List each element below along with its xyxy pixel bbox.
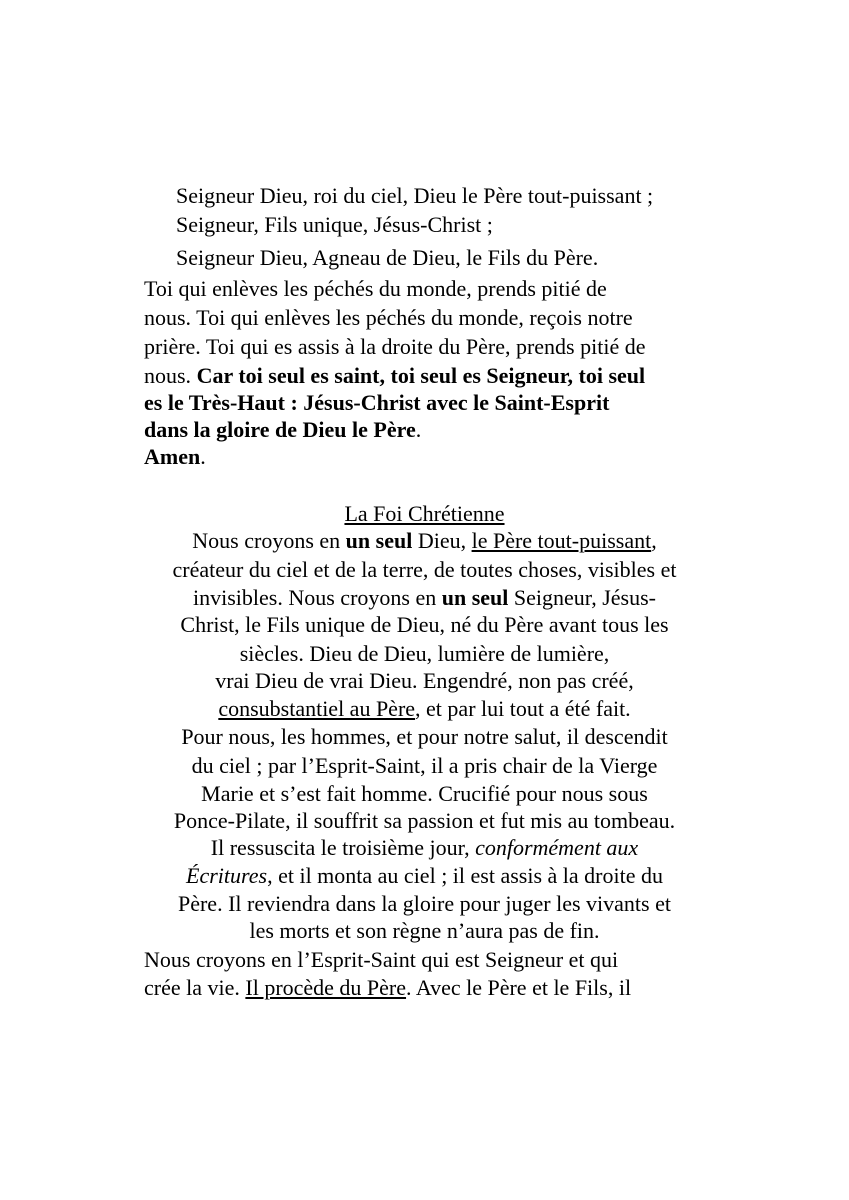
credo-line-3-c: Seigneur, Jésus- (508, 585, 656, 610)
invocation-line-3: Seigneur Dieu, Agneau de Dieu, le Fils du Père. (176, 245, 599, 270)
credo-line-7-b: , et par lui tout a été fait. (415, 696, 631, 721)
credo-line-1-bold: un seul (345, 528, 413, 553)
credo-line-3 (0, 584, 849, 612)
credo-line-2: créateur du ciel et de la terre, de toutes choses, visibles et (172, 557, 677, 582)
gloria-line-4 (144, 362, 645, 390)
credo-line-14: Père. Il reviendra dans la gloire pour juger les vivants et (177, 891, 671, 916)
credo-line-5: siècles. Dieu de Dieu, lumière de lumière, (239, 641, 610, 666)
credo-line-12-italic: conformément aux (475, 835, 639, 860)
gloria-line-3: prière. Toi qui es assis à la droite du Père, prends pitié de (144, 334, 646, 359)
credo-title-text: La Foi Chrétienne (344, 501, 505, 526)
gloria-line-4-plain: nous. (144, 363, 197, 388)
credo-line-10: Marie et s’est fait homme. Crucifié pour nous sous (201, 781, 648, 806)
gloria-line-5 (144, 389, 609, 417)
credo-line-7 (0, 695, 849, 723)
amen-bold: Amen (144, 444, 201, 469)
invocation-line-2: Seigneur, Fils unique, Jésus-Christ ; (176, 212, 493, 237)
credo-line-3-bold: un seul (441, 585, 509, 610)
credo-line-12-a: Il ressuscita le troisième jour, (210, 835, 476, 860)
credo-line-13 (0, 862, 849, 890)
gloria-line-5-bold: es le Très-Haut : Jésus-Christ avec le Saint-Esprit (144, 390, 610, 415)
credo-line-11: Ponce-Pilate, il souffrit sa passion et fut mis au tombeau. (173, 808, 676, 833)
gloria-line-6-bold: dans la gloire de Dieu le Père (144, 417, 416, 442)
gloria-line-6 (144, 416, 421, 444)
credo-line-1 (0, 527, 849, 555)
credo-line-16: Nous croyons en l’Esprit-Saint qui est Seigneur et qui (144, 947, 619, 972)
credo-line-1-c: Dieu, (412, 528, 472, 553)
credo-line-17-underlined: Il procède du Père (245, 975, 407, 1000)
invocation-line-1: Seigneur Dieu, roi du ciel, Dieu le Père tout-puissant ; (176, 183, 654, 208)
credo-line-7-underlined: consubstantiel au Père (218, 696, 416, 721)
credo-line-17 (144, 974, 631, 1002)
credo-title (0, 500, 849, 528)
credo-line-9: du ciel ; par l’Esprit-Saint, il a pris chair de la Vierge (191, 753, 658, 778)
amen-end: . (200, 444, 206, 469)
credo-line-8: Pour nous, les hommes, et pour notre salut, il descendit (181, 724, 668, 749)
gloria-line-4-bold: Car toi seul es saint, toi seul es Seigneur, toi seul (196, 363, 646, 388)
credo-line-15: les morts et son règne n’aura pas de fin. (249, 918, 600, 943)
amen-line (144, 443, 206, 471)
credo-line-6: vrai Dieu de vrai Dieu. Engendré, non pas créé, (215, 668, 634, 693)
credo-line-17-c: . Avec le Père et le Fils, il (406, 975, 632, 1000)
credo-line-3-a: invisibles. Nous croyons en (193, 585, 442, 610)
credo-line-13-b: , et il monta au ciel ; il est assis à la droite du (267, 863, 663, 888)
credo-line-17-a: crée la vie. (144, 975, 246, 1000)
credo-line-13-italic: Écritures (186, 863, 268, 888)
credo-line-1-a: Nous croyons en (192, 528, 346, 553)
credo-line-1-e: , (651, 528, 657, 553)
gloria-line-1: Toi qui enlèves les péchés du monde, prends pitié de (144, 276, 607, 301)
credo-line-12 (0, 834, 849, 862)
gloria-line-2: nous. Toi qui enlèves les péchés du monde, reçois notre (144, 305, 633, 330)
gloria-line-6-end: . (415, 417, 422, 442)
credo-line-1-underlined: le Père tout-puissant (471, 528, 652, 553)
credo-line-4: Christ, le Fils unique de Dieu, né du Père avant tous les (180, 612, 669, 637)
